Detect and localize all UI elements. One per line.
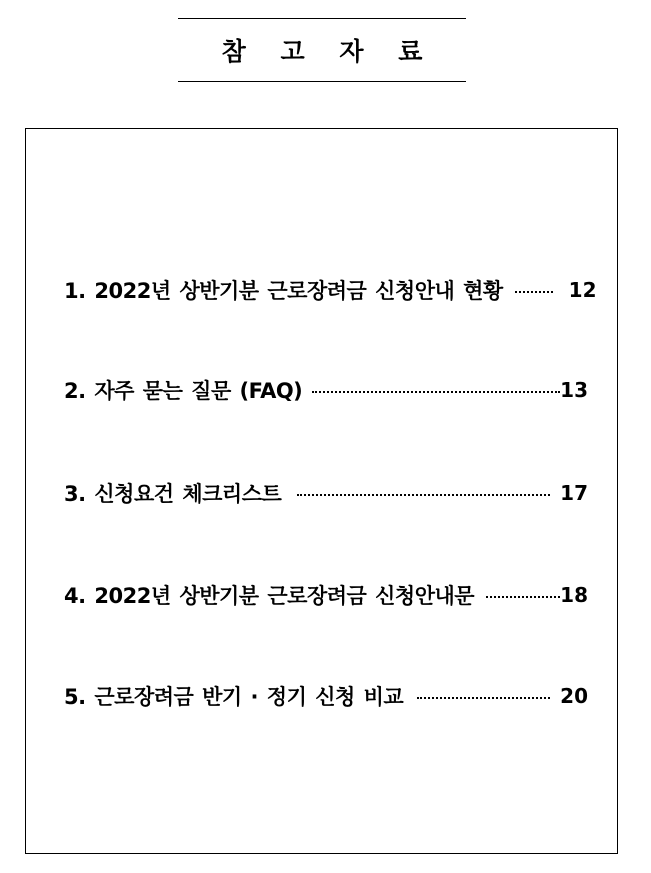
toc-item-4[interactable] bbox=[64, 580, 588, 610]
toc-item-page: 17 bbox=[560, 481, 588, 505]
toc-item-3[interactable] bbox=[64, 478, 588, 508]
toc-item-label: 2. 자주 묻는 질문 (FAQ) bbox=[64, 379, 303, 403]
toc-item-page: 12 bbox=[568, 278, 597, 302]
toc-leader-dots bbox=[297, 494, 550, 496]
toc-leader-dots bbox=[417, 697, 550, 699]
toc-item-label: 5. 근로장려금 반기 · 정기 신청 비교 bbox=[64, 685, 404, 709]
toc-item-1[interactable] bbox=[64, 275, 597, 305]
toc-item-label: 1. 2022년 상반기분 근로장려금 신청안내 현황 bbox=[64, 279, 503, 303]
toc-item-label: 3. 신청요건 체크리스트 bbox=[64, 482, 282, 506]
toc-leader-dots bbox=[515, 291, 553, 293]
toc-box bbox=[25, 128, 618, 854]
page-title: 참 고 자 료 bbox=[221, 37, 436, 66]
toc-item-5[interactable] bbox=[64, 681, 588, 711]
toc-item-page: 20 bbox=[560, 684, 588, 708]
toc-item-page: 18 bbox=[560, 583, 588, 607]
toc-item-label: 4. 2022년 상반기분 근로장려금 신청안내문 bbox=[64, 584, 475, 608]
title-block bbox=[178, 18, 466, 82]
toc-item-2[interactable] bbox=[64, 375, 588, 405]
toc-leader-dots bbox=[486, 596, 560, 598]
toc-item-page: 13 bbox=[560, 378, 588, 402]
toc-leader-dots bbox=[312, 391, 560, 393]
